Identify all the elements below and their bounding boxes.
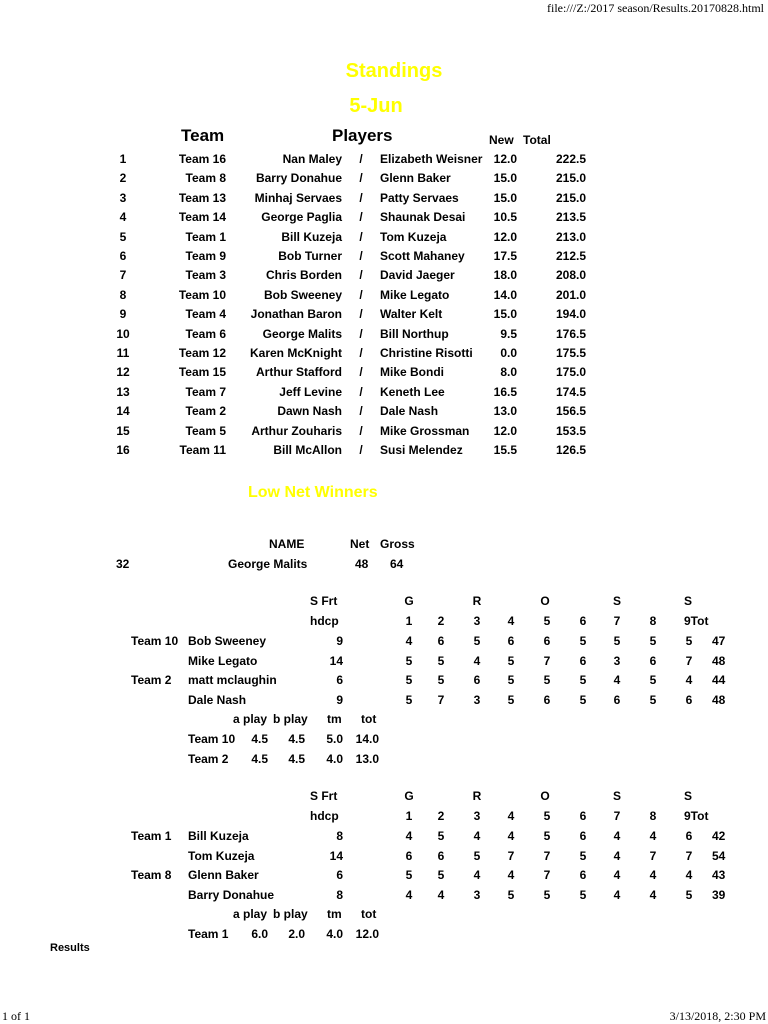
hole-score: 5	[473, 848, 481, 863]
standings-rank: 1	[119, 152, 127, 166]
standings-player-1: Bill McAllon	[273, 443, 342, 457]
standings-new: 14.0	[493, 287, 517, 302]
hole-score: 5	[685, 634, 693, 648]
standings-player-2: Tom Kuzeja	[380, 229, 447, 244]
standings-team: Team 11	[179, 443, 226, 457]
hole-number: 1	[405, 809, 413, 823]
points-a-header: a play	[233, 907, 268, 921]
standings-team: Team 9	[185, 249, 226, 263]
hole-score: 6	[649, 653, 657, 668]
standings-total: 194.0	[555, 307, 586, 322]
hole-score: 7	[543, 653, 551, 668]
standings-team: Team 15	[178, 365, 226, 380]
hole-score: 4	[473, 829, 481, 843]
low-net-col-net: Net	[350, 537, 370, 551]
standings-player-2: Scott Mahaney	[380, 249, 465, 263]
points-tm-header: tm	[327, 712, 342, 726]
points-tot-header: tot	[361, 907, 377, 921]
points-a: 4.5	[251, 751, 268, 766]
hole-score: 4	[613, 829, 621, 843]
standings-separator: /	[359, 249, 363, 263]
hole-score: 4	[437, 887, 445, 902]
hole-number: 8	[649, 614, 657, 628]
points-a: 6.0	[251, 927, 268, 941]
grossp-letter: G	[404, 789, 414, 803]
points-tm: 5.0	[326, 732, 343, 746]
standings-total: 215.0	[555, 190, 586, 205]
match-total: 39	[712, 887, 726, 902]
match-player: Mike Legato	[188, 653, 258, 668]
standings-new: 15.0	[493, 190, 517, 205]
standings-new: 18.0	[493, 268, 517, 283]
hole-score: 5	[649, 692, 657, 707]
points-tot: 13.0	[355, 751, 379, 766]
match-hdcp: 14	[329, 653, 343, 668]
standings-player-2: Mike Bondi	[380, 365, 445, 380]
standings-separator: /	[359, 171, 363, 186]
standings-rank: 13	[116, 384, 130, 399]
hole-score: 5	[405, 868, 413, 882]
standings-rank: 11	[116, 346, 130, 360]
hole-score: 5	[473, 634, 481, 648]
hole-number: 1	[405, 614, 413, 628]
standings-separator: /	[359, 326, 363, 341]
match-player: matt mclaughin	[188, 673, 277, 687]
standings-separator: /	[359, 384, 363, 399]
hole-score: 7	[507, 848, 515, 863]
standings-separator: /	[359, 287, 363, 302]
standings-new: 16.5	[493, 384, 517, 399]
standings-rank: 3	[119, 190, 127, 205]
standings-new: 0.0	[500, 346, 517, 360]
hole-score: 4	[685, 673, 693, 687]
grossp-letter: R	[472, 594, 482, 608]
standings-new: 13.0	[493, 404, 517, 419]
standings-player-1: Chris Borden	[265, 268, 342, 283]
standings-total: 176.5	[555, 326, 586, 341]
hole-score: 4	[473, 868, 481, 882]
hole-score: 7	[685, 848, 693, 863]
hole-score: 4	[613, 673, 621, 687]
hole-score: 4	[613, 887, 621, 902]
hole-score: 6	[405, 848, 413, 863]
low-net-gross: 64	[390, 557, 404, 571]
standings-player-1: Bob Turner	[278, 249, 342, 263]
hole-number: 4	[507, 809, 515, 823]
hole-score: 3	[473, 692, 481, 707]
standings-player-1: Jonathan Baron	[250, 307, 342, 322]
points-tot: 12.0	[355, 927, 379, 941]
hole-score: 6	[507, 634, 515, 648]
hole-score: 3	[613, 653, 621, 668]
match-total: 43	[712, 868, 726, 882]
standings-rank: 6	[119, 249, 127, 263]
hole-score: 6	[579, 653, 587, 668]
hole-score: 5	[543, 887, 551, 902]
print-header-path: file:///Z:/2017 season/Results.20170828.html	[547, 1, 764, 15]
hole-score: 6	[437, 848, 445, 863]
standings-team: Team 5	[185, 423, 226, 438]
standings-player-1: Jeff Levine	[279, 384, 342, 399]
grossp-letter: O	[540, 594, 550, 608]
standings-player-2: David Jaeger	[380, 268, 455, 283]
hole-score: 7	[543, 868, 551, 882]
low-net-net: 48	[355, 557, 369, 571]
standings-team: Team 4	[185, 307, 226, 322]
low-net-col-name: NAME	[269, 537, 305, 551]
hole-score: 5	[579, 848, 587, 863]
col-total-header: Total	[523, 133, 551, 147]
hole-score: 4	[507, 829, 515, 843]
hole-score: 5	[437, 868, 445, 882]
hole-score: 4	[405, 634, 413, 648]
points-tm: 4.0	[326, 751, 343, 766]
col-team-header: Team	[181, 126, 225, 145]
standings-player-2: Susi Melendez	[380, 443, 463, 457]
hole-number: 5	[543, 809, 551, 823]
standings-separator: /	[359, 152, 363, 166]
standings-team: Team 2	[185, 404, 226, 419]
standings-new: 9.5	[500, 326, 517, 341]
points-b-header: b play	[273, 907, 308, 921]
match-total: 48	[712, 653, 726, 668]
hole-score: 3	[473, 887, 481, 902]
standings-total: 212.5	[555, 249, 586, 263]
standings-total: 126.5	[555, 443, 586, 457]
hole-score: 4	[473, 653, 481, 668]
standings-player-2: Mike Grossman	[380, 423, 470, 438]
hole-score: 5	[613, 634, 621, 648]
standings-total: 175.0	[555, 365, 586, 380]
points-team: Team 1	[188, 927, 229, 941]
standings-player-2: Christine Risotti	[380, 346, 473, 360]
points-tm: 4.0	[326, 927, 343, 941]
standings-player-1: George Paglia	[261, 210, 342, 225]
standings-date: 5-Jun	[349, 95, 403, 117]
hole-9-tot-header: 9Tot	[684, 614, 709, 628]
points-team: Team 10	[188, 732, 236, 746]
sheet-tab-results[interactable]: Results	[50, 942, 90, 954]
hole-score: 5	[507, 673, 515, 687]
hole-score: 5	[405, 692, 413, 707]
hole-score: 6	[579, 868, 587, 882]
grossp-letter: R	[472, 789, 482, 803]
hole-score: 5	[579, 692, 587, 707]
hole-score: 4	[405, 887, 413, 902]
standings-separator: /	[359, 365, 363, 380]
match-hdcp: 6	[336, 673, 343, 687]
grossp-letter: S	[612, 789, 621, 803]
hole-score: 6	[437, 634, 445, 648]
standings-total: 201.0	[555, 287, 586, 302]
match-hdcp: 14	[329, 848, 343, 863]
match-player: Bob Sweeney	[188, 634, 267, 648]
hole-score: 6	[473, 673, 481, 687]
standings-player-2: Elizabeth Weisner	[380, 152, 483, 166]
hole-number: 7	[613, 614, 621, 628]
points-b: 4.5	[288, 732, 305, 746]
standings-rank: 9	[119, 307, 127, 322]
standings-team: Team 13	[178, 190, 226, 205]
standings-new: 12.0	[493, 152, 517, 166]
standings-separator: /	[359, 346, 363, 360]
hole-score: 5	[579, 887, 587, 902]
standings-team: Team 1	[185, 229, 226, 244]
standings-total: 208.0	[555, 268, 586, 283]
hole-score: 5	[437, 653, 445, 668]
points-tot: 14.0	[355, 732, 379, 746]
points-tot-header: tot	[361, 712, 377, 726]
standings-new: 15.0	[493, 307, 517, 322]
hole-number: 3	[473, 614, 481, 628]
standings-title: Standings	[345, 60, 443, 82]
hole-score: 5	[507, 887, 515, 902]
hole-score: 5	[685, 887, 693, 902]
match-total: 47	[712, 634, 726, 648]
hole-number: 7	[613, 809, 621, 823]
points-tm-header: tm	[327, 907, 342, 921]
points-a: 4.5	[251, 732, 268, 746]
hole-score: 5	[507, 692, 515, 707]
match-total: 44	[712, 673, 726, 687]
hole-score: 5	[649, 634, 657, 648]
sfrt-header: S Frt	[310, 789, 338, 803]
standings-team: Team 16	[178, 152, 226, 166]
standings-total: 153.5	[555, 423, 586, 438]
standings-player-1: Nan Maley	[282, 152, 342, 166]
standings-total: 213.5	[555, 210, 586, 225]
match-team: Team 8	[131, 868, 172, 882]
points-b: 2.0	[288, 927, 305, 941]
match-hdcp: 8	[336, 829, 343, 843]
standings-new: 15.0	[493, 171, 517, 186]
hole-number: 3	[473, 809, 481, 823]
hole-score: 5	[507, 653, 515, 668]
hole-score: 4	[649, 868, 657, 882]
match-total: 42	[712, 829, 726, 843]
hole-score: 5	[405, 673, 413, 687]
hole-score: 6	[543, 692, 551, 707]
print-footer-page: 1 of 1	[2, 1009, 30, 1023]
hole-score: 4	[405, 829, 413, 843]
hole-9-tot-header: 9Tot	[684, 809, 709, 823]
standings-player-2: Glenn Baker	[380, 171, 451, 186]
standings-new: 12.0	[493, 229, 517, 244]
standings-total: 213.0	[555, 229, 586, 244]
standings-new: 10.5	[493, 210, 517, 225]
standings-rank: 16	[116, 443, 130, 457]
hdcp-header: hdcp	[310, 809, 339, 823]
standings-rank: 14	[116, 404, 130, 419]
standings-new: 17.5	[493, 249, 517, 263]
standings-player-2: Keneth Lee	[380, 384, 445, 399]
match-team: Team 2	[131, 673, 172, 687]
grossp-letter: G	[404, 594, 414, 608]
standings-total: 156.5	[555, 404, 586, 419]
standings-total: 174.5	[555, 384, 586, 399]
low-net-number: 32	[116, 557, 130, 571]
standings-team: Team 3	[185, 268, 226, 283]
low-net-col-gross: Gross	[380, 537, 415, 551]
match-hdcp: 9	[336, 692, 343, 707]
hole-score: 5	[579, 673, 587, 687]
standings-player-2: Shaunak Desai	[380, 210, 466, 225]
hole-number: 2	[437, 809, 445, 823]
standings-new: 15.5	[493, 443, 517, 457]
standings-new: 12.0	[493, 423, 517, 438]
match-hdcp: 9	[336, 634, 343, 648]
standings-rank: 5	[119, 229, 127, 244]
standings-player-2: Patty Servaes	[380, 190, 459, 205]
standings-separator: /	[359, 404, 363, 419]
match-player: Tom Kuzeja	[188, 848, 255, 863]
standings-rank: 10	[116, 326, 130, 341]
grossp-letter: S	[683, 789, 692, 803]
hole-number: 5	[543, 614, 551, 628]
standings-rank: 12	[116, 365, 130, 380]
standings-player-1: Arthur Stafford	[256, 365, 342, 380]
match-player: Bill Kuzeja	[188, 829, 249, 843]
col-new-header: New	[489, 133, 514, 147]
hole-number: 8	[649, 809, 657, 823]
standings-separator: /	[359, 190, 363, 205]
standings-separator: /	[359, 423, 363, 438]
match-player: Barry Donahue	[188, 887, 275, 902]
standings-team: Team 8	[185, 171, 226, 186]
standings-player-1: Minhaj Servaes	[254, 190, 342, 205]
standings-player-1: Arthur Zouharis	[251, 423, 342, 438]
print-footer-datetime: 3/13/2018, 2:30 PM	[669, 1009, 766, 1023]
standings-rank: 7	[119, 268, 127, 283]
hole-score: 4	[649, 829, 657, 843]
points-b: 4.5	[288, 751, 305, 766]
hole-score: 4	[685, 868, 693, 882]
hole-score: 5	[437, 673, 445, 687]
standings-team: Team 12	[178, 346, 226, 360]
hole-score: 6	[613, 692, 621, 707]
standings-separator: /	[359, 268, 363, 283]
hole-score: 6	[685, 692, 693, 707]
standings-new: 8.0	[500, 365, 517, 380]
standings-rank: 15	[116, 423, 130, 438]
standings-player-2: Mike Legato	[380, 287, 450, 302]
points-team: Team 2	[188, 751, 229, 766]
hole-score: 4	[649, 887, 657, 902]
hole-score: 5	[543, 829, 551, 843]
hole-score: 5	[649, 673, 657, 687]
hole-score: 7	[649, 848, 657, 863]
grossp-letter: S	[683, 594, 692, 608]
hole-score: 5	[405, 653, 413, 668]
hole-score: 5	[437, 829, 445, 843]
standings-team: Team 7	[185, 384, 226, 399]
hole-score: 7	[543, 848, 551, 863]
standings-player-2: Dale Nash	[380, 404, 439, 419]
points-b-header: b play	[273, 712, 308, 726]
standings-total: 222.5	[555, 152, 586, 166]
hole-score: 6	[543, 634, 551, 648]
standings-separator: /	[359, 229, 363, 244]
hole-number: 4	[507, 614, 515, 628]
standings-team: Team 6	[185, 326, 226, 341]
match-team: Team 10	[131, 634, 179, 648]
hole-score: 7	[437, 692, 445, 707]
sfrt-header: S Frt	[310, 594, 338, 608]
standings-player-1: Barry Donahue	[255, 171, 342, 186]
standings-total: 215.0	[555, 171, 586, 186]
standings-rank: 4	[119, 210, 127, 225]
low-net-title: Low Net Winners	[248, 484, 378, 501]
match-hdcp: 6	[336, 868, 343, 882]
standings-team: Team 14	[178, 210, 226, 225]
standings-rank: 8	[119, 287, 127, 302]
low-net-name: George Malits	[228, 557, 308, 571]
match-total: 54	[712, 848, 726, 863]
standings-separator: /	[359, 443, 363, 457]
match-team: Team 1	[131, 829, 172, 843]
standings-separator: /	[359, 210, 363, 225]
hole-score: 4	[613, 868, 621, 882]
standings-player-2: Walter Kelt	[380, 307, 443, 322]
match-player: Dale Nash	[188, 692, 247, 707]
hole-number: 6	[579, 614, 587, 628]
standings-player-1: Bill Kuzeja	[281, 229, 342, 244]
hole-number: 2	[437, 614, 445, 628]
hole-score: 4	[613, 848, 621, 863]
match-total: 48	[712, 692, 726, 707]
hole-score: 5	[579, 634, 587, 648]
match-player: Glenn Baker	[188, 868, 259, 882]
grossp-letter: S	[612, 594, 621, 608]
standings-player-1: Dawn Nash	[277, 404, 342, 419]
standings-total: 175.5	[555, 346, 586, 360]
grossp-letter: O	[540, 789, 550, 803]
standings-player-1: Bob Sweeney	[263, 287, 342, 302]
hole-number: 6	[579, 809, 587, 823]
col-players-header: Players	[332, 126, 393, 145]
hole-score: 7	[685, 653, 693, 668]
hole-score: 4	[507, 868, 515, 882]
standings-player-1: George Malits	[262, 326, 342, 341]
points-a-header: a play	[233, 712, 268, 726]
standings-player-2: Bill Northup	[380, 326, 449, 341]
hole-score: 6	[579, 829, 587, 843]
hole-score: 5	[543, 673, 551, 687]
hole-score: 6	[685, 829, 693, 843]
standings-rank: 2	[119, 171, 127, 186]
hdcp-header: hdcp	[310, 614, 339, 628]
standings-player-1: Karen McKnight	[249, 346, 342, 360]
standings-team: Team 10	[178, 287, 226, 302]
standings-separator: /	[359, 307, 363, 322]
match-hdcp: 8	[336, 887, 343, 902]
